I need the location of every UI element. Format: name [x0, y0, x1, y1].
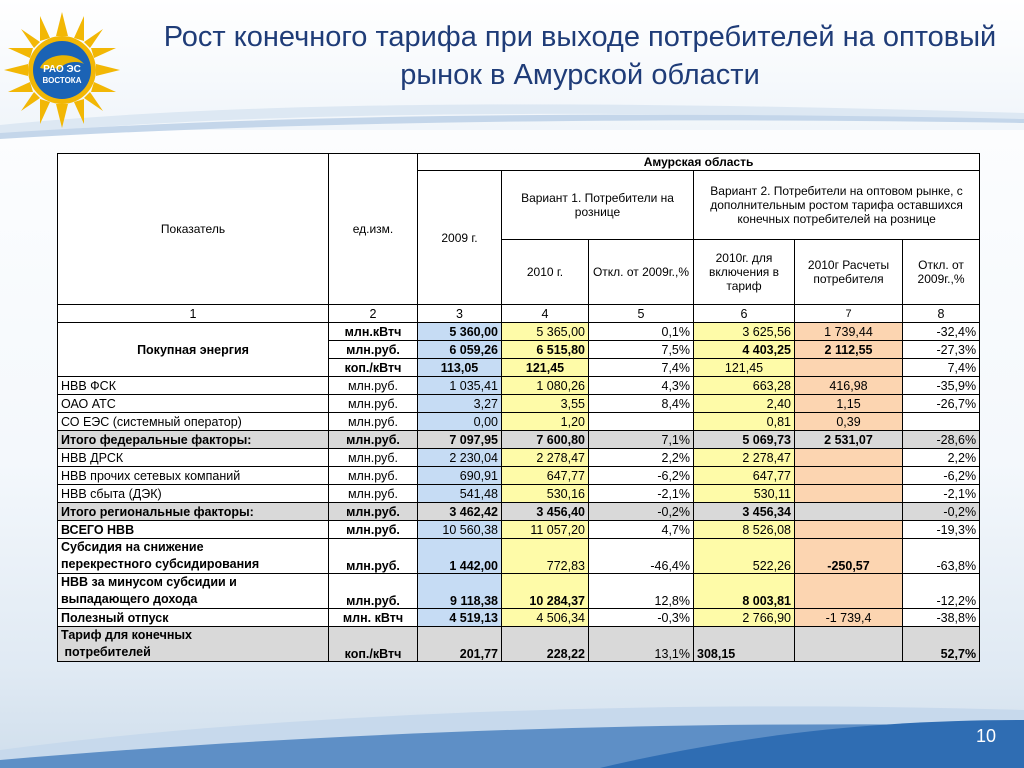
cell-v2-tariff: 308,15	[694, 627, 795, 662]
cell-v1: 5 365,00	[502, 323, 589, 341]
cell-unit: коп./кВтч	[329, 627, 418, 662]
row-label: СО ЕЭС (системный оператор)	[58, 413, 329, 431]
cell-v2-consumer	[795, 521, 903, 539]
cell-2009: 113,05	[418, 359, 502, 377]
cell-dev1: -46,4%	[589, 539, 694, 574]
cell-v2-tariff: 121,45	[694, 359, 795, 377]
cell-v2-consumer: 1,15	[795, 395, 903, 413]
cell-dev2: -35,9%	[903, 377, 980, 395]
cell-v2-consumer	[795, 574, 903, 609]
cell-2009: 5 360,00	[418, 323, 502, 341]
cell-unit: млн.руб.	[329, 395, 418, 413]
cell-v2-consumer: 2 112,55	[795, 341, 903, 359]
table-row	[58, 377, 980, 395]
cell-v2-tariff: 8 003,81	[694, 574, 795, 609]
cell-dev1: -0,3%	[589, 609, 694, 627]
cell-2009: 1 442,00	[418, 539, 502, 574]
cell-unit: млн.руб.	[329, 341, 418, 359]
cell-v1: 7 600,80	[502, 431, 589, 449]
cell-dev2: -12,2%	[903, 574, 980, 609]
cell-v1: 10 284,37	[502, 574, 589, 609]
col-num: 8	[903, 305, 980, 323]
table-row-subtotal	[58, 503, 980, 521]
table-row-tariff	[58, 627, 980, 662]
cell-dev1: 13,1%	[589, 627, 694, 662]
cell-v1: 228,22	[502, 627, 589, 662]
col-num: 3	[418, 305, 502, 323]
header-unit: ед.изм.	[329, 154, 418, 305]
cell-unit: коп./кВтч	[329, 359, 418, 377]
cell-dev2: -63,8%	[903, 539, 980, 574]
cell-dev2: -28,6%	[903, 431, 980, 449]
cell-unit: млн.руб.	[329, 539, 418, 574]
row-label: НВВ ДРСК	[58, 449, 329, 467]
cell-2009: 2 230,04	[418, 449, 502, 467]
cell-v1: 772,83	[502, 539, 589, 574]
cell-dev1: 4,7%	[589, 521, 694, 539]
cell-dev2	[903, 413, 980, 431]
row-label: Итого федеральные факторы:	[58, 431, 329, 449]
cell-v2-consumer	[795, 503, 903, 521]
column-number-row	[58, 305, 980, 323]
cell-v2-consumer: 416,98	[795, 377, 903, 395]
table-row	[58, 449, 980, 467]
cell-v2-tariff: 5 069,73	[694, 431, 795, 449]
cell-unit: млн.руб.	[329, 431, 418, 449]
table-row	[58, 467, 980, 485]
cell-v1: 6 515,80	[502, 341, 589, 359]
cell-v2-tariff: 3 456,34	[694, 503, 795, 521]
cell-dev2: -2,1%	[903, 485, 980, 503]
row-label: ОАО АТС	[58, 395, 329, 413]
table-row	[58, 574, 980, 609]
cell-unit: млн.кВтч	[329, 323, 418, 341]
col-num: 4	[502, 305, 589, 323]
cell-v2-consumer: 2 531,07	[795, 431, 903, 449]
cell-v2-tariff: 522,26	[694, 539, 795, 574]
cell-2009: 4 519,13	[418, 609, 502, 627]
cell-dev2: 7,4%	[903, 359, 980, 377]
row-label	[58, 574, 329, 609]
cell-v2-tariff: 663,28	[694, 377, 795, 395]
cell-v2-tariff: 647,77	[694, 467, 795, 485]
cell-v1: 1 080,26	[502, 377, 589, 395]
cell-v2-tariff: 530,11	[694, 485, 795, 503]
row-label-line2: потребителей	[61, 645, 151, 659]
table-row	[58, 395, 980, 413]
cell-unit: млн.руб.	[329, 377, 418, 395]
cell-v1: 530,16	[502, 485, 589, 503]
row-label: Полезный отпуск	[58, 609, 329, 627]
cell-unit: млн.руб.	[329, 449, 418, 467]
header-2010-tariff: 2010г. для включения в тариф	[694, 240, 795, 305]
cell-dev1: 7,1%	[589, 431, 694, 449]
logo-text-line1: РАО ЭС	[43, 64, 81, 75]
footer-wave	[0, 690, 1024, 768]
row-label: НВВ сбыта (ДЭК)	[58, 485, 329, 503]
cell-v2-consumer: 1 739,44	[795, 323, 903, 341]
cell-2009: 1 035,41	[418, 377, 502, 395]
col-num: 6	[694, 305, 795, 323]
cell-unit: млн.руб.	[329, 485, 418, 503]
row-label-line1: Субсидия на снижение	[61, 540, 204, 554]
header-swoosh	[0, 95, 1024, 140]
cell-unit: млн.руб.	[329, 467, 418, 485]
header-2010-consumer: 2010г Расчеты потребителя	[795, 240, 903, 305]
header-variant1: Вариант 1. Потребители на рознице	[502, 171, 694, 240]
cell-v2-consumer	[795, 627, 903, 662]
cell-dev1: 4,3%	[589, 377, 694, 395]
tariff-table	[57, 153, 980, 662]
cell-unit: млн. кВтч	[329, 609, 418, 627]
cell-v2-tariff: 3 625,56	[694, 323, 795, 341]
row-label	[58, 539, 329, 574]
cell-2009: 10 560,38	[418, 521, 502, 539]
col-num: 1	[58, 305, 329, 323]
row-label-line1: Тариф для конечных	[61, 628, 192, 642]
header-row-1	[58, 154, 980, 171]
cell-unit: млн.руб.	[329, 521, 418, 539]
header-indicator: Показатель	[58, 154, 329, 305]
table-row-total	[58, 521, 980, 539]
cell-dev2: -38,8%	[903, 609, 980, 627]
cell-v1: 3,55	[502, 395, 589, 413]
logo-text-line2: ВОСТОКА	[42, 76, 82, 85]
table-row	[58, 323, 980, 341]
cell-v1: 3 456,40	[502, 503, 589, 521]
table-row	[58, 413, 980, 431]
table-row-subtotal	[58, 431, 980, 449]
cell-2009: 690,91	[418, 467, 502, 485]
cell-unit: млн.руб.	[329, 413, 418, 431]
row-label: ВСЕГО НВВ	[58, 521, 329, 539]
cell-dev1: 7,4%	[589, 359, 694, 377]
cell-v2-consumer: -250,57	[795, 539, 903, 574]
cell-v1: 121,45	[502, 359, 589, 377]
table-row	[58, 539, 980, 574]
cell-v2-consumer: 0,39	[795, 413, 903, 431]
cell-2009: 6 059,26	[418, 341, 502, 359]
cell-2009: 3 462,42	[418, 503, 502, 521]
company-logo	[2, 10, 122, 130]
cell-2009: 201,77	[418, 627, 502, 662]
cell-v2-consumer: -1 739,4	[795, 609, 903, 627]
cell-dev1	[589, 413, 694, 431]
header-2010: 2010 г.	[502, 240, 589, 305]
page-title: Рост конечного тарифа при выходе потребителей на оптовый рынок в Амурской области	[163, 21, 997, 91]
cell-dev1: -0,2%	[589, 503, 694, 521]
cell-v2-consumer	[795, 449, 903, 467]
row-label-line2: перекрестного субсидирования	[61, 557, 260, 571]
cell-dev1: 7,5%	[589, 341, 694, 359]
header-2009: 2009 г.	[418, 171, 502, 305]
cell-2009: 541,48	[418, 485, 502, 503]
cell-v2-tariff: 2,40	[694, 395, 795, 413]
cell-dev2: -27,3%	[903, 341, 980, 359]
cell-dev2: -26,7%	[903, 395, 980, 413]
cell-v1: 1,20	[502, 413, 589, 431]
row-label-line2: выпадающего дохода	[61, 592, 198, 606]
cell-dev1: 0,1%	[589, 323, 694, 341]
cell-v2-tariff: 2 278,47	[694, 449, 795, 467]
cell-v2-consumer	[795, 359, 903, 377]
header-region: Амурская область	[418, 154, 980, 171]
cell-v2-tariff: 0,81	[694, 413, 795, 431]
cell-v2-tariff: 4 403,25	[694, 341, 795, 359]
header-variant2: Вариант 2. Потребители на оптовом рынке, с дополнительным ростом тарифа оставшихся конечных потребителей на рознице	[694, 171, 980, 240]
col-num: 2	[329, 305, 418, 323]
row-label: НВВ ФСК	[58, 377, 329, 395]
cell-dev1: 2,2%	[589, 449, 694, 467]
row-label-purchased-energy: Покупная энергия	[58, 323, 329, 377]
row-label: Итого региональные факторы:	[58, 503, 329, 521]
cell-2009: 9 118,38	[418, 574, 502, 609]
page-number: 10	[975, 726, 996, 746]
cell-dev2: -32,4%	[903, 323, 980, 341]
cell-dev2: 52,7%	[903, 627, 980, 662]
cell-dev2: -0,2%	[903, 503, 980, 521]
table-row	[58, 609, 980, 627]
cell-2009: 0,00	[418, 413, 502, 431]
cell-dev2: -6,2%	[903, 467, 980, 485]
cell-v2-tariff: 8 526,08	[694, 521, 795, 539]
cell-v1: 647,77	[502, 467, 589, 485]
cell-dev1: 12,8%	[589, 574, 694, 609]
cell-unit: млн.руб.	[329, 574, 418, 609]
cell-v1: 11 057,20	[502, 521, 589, 539]
table-row	[58, 485, 980, 503]
cell-v1: 4 506,34	[502, 609, 589, 627]
cell-dev1: -6,2%	[589, 467, 694, 485]
cell-dev2: -19,3%	[903, 521, 980, 539]
col-num: 5	[589, 305, 694, 323]
cell-2009: 7 097,95	[418, 431, 502, 449]
cell-v2-tariff: 2 766,90	[694, 609, 795, 627]
cell-dev2: 2,2%	[903, 449, 980, 467]
cell-2009: 3,27	[418, 395, 502, 413]
cell-v1: 2 278,47	[502, 449, 589, 467]
cell-dev1: 8,4%	[589, 395, 694, 413]
header-deviation-1: Откл. от 2009г.,%	[589, 240, 694, 305]
cell-dev1: -2,1%	[589, 485, 694, 503]
cell-unit: млн.руб.	[329, 503, 418, 521]
row-label	[58, 627, 329, 662]
row-label-line1: НВВ за минусом субсидии и	[61, 575, 237, 589]
cell-v2-consumer	[795, 467, 903, 485]
row-label: НВВ прочих сетевых компаний	[58, 467, 329, 485]
cell-v2-consumer	[795, 485, 903, 503]
header-deviation-2: Откл. от 2009г.,%	[903, 240, 980, 305]
col-num: 7	[795, 305, 903, 323]
